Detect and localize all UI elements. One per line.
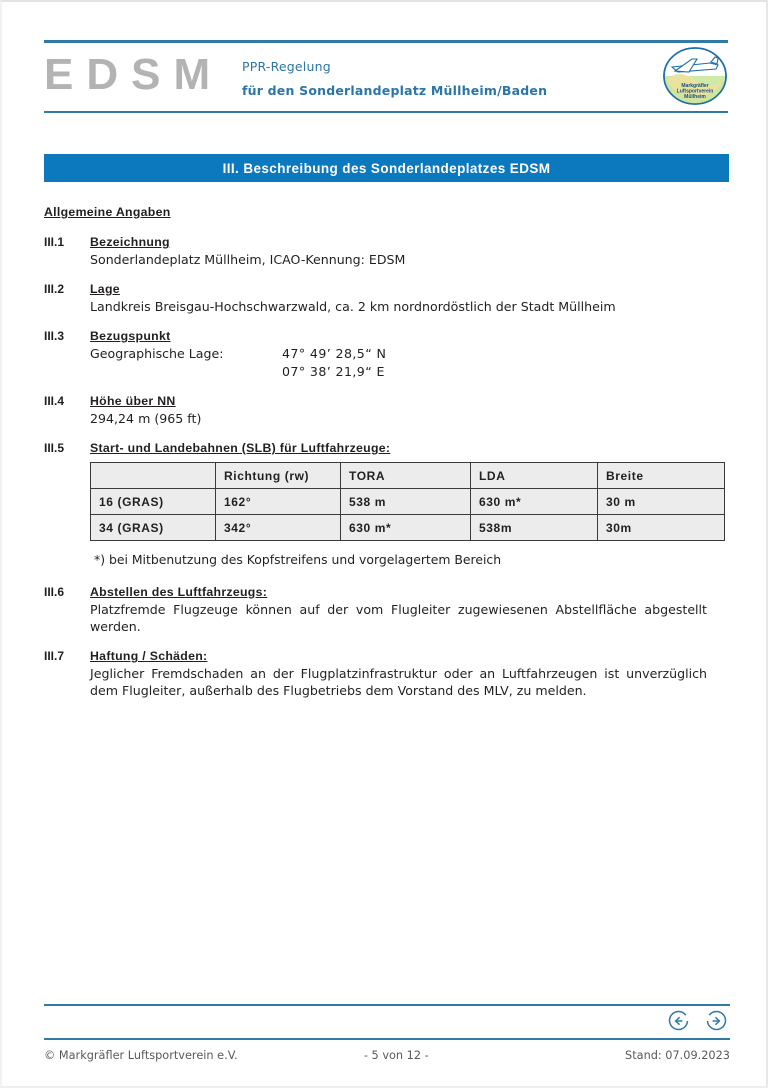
header-body — [44, 43, 728, 111]
next-page-icon[interactable] — [704, 1009, 728, 1033]
item-title: Abstellen des Luftfahrzeugs: — [90, 585, 268, 599]
item-body: Platzfremde Flugzeuge können auf der vom Flugleiter zugewiesenen Abstellfläche abgestellt werden. — [90, 602, 707, 634]
footer-copyright: © Markgräfler Luftsportverein e.V. — [44, 1049, 238, 1062]
svg-text:Luftsportverein: Luftsportverein — [676, 88, 714, 95]
table-cell: 630 m* — [471, 489, 598, 515]
coordinate-longitude: 07° 38’ 21,9“ E — [282, 363, 385, 379]
footer-nav-icons — [667, 1009, 728, 1033]
item-title: Höhe über NN — [90, 394, 176, 408]
list-item — [44, 649, 730, 699]
table-row — [91, 515, 725, 541]
page-indicator: - 5 von 12 - — [363, 1049, 429, 1062]
coordinate-label: Geographische Lage: — [90, 346, 224, 361]
page-footer — [44, 1004, 730, 1062]
header-rule-bottom — [44, 111, 728, 113]
item-title: Haftung / Schäden: — [90, 649, 208, 663]
header-subtitle-line1: PPR-Regelung — [242, 59, 331, 74]
item-number: III.5 — [44, 441, 65, 455]
coordinate-row-latitude — [90, 345, 730, 363]
table-header-cell: TORA — [341, 463, 471, 489]
table-header-cell: Breite — [598, 463, 725, 489]
section-banner-title: III. Beschreibung des Sonderlandeplatzes EDSM — [222, 160, 551, 176]
coordinate-row-longitude — [90, 363, 730, 381]
table-header-cell: Richtung (rw) — [216, 463, 341, 489]
club-logo-icon — [662, 45, 728, 107]
header-subtitle-line2: für den Sonderlandeplatz Müllheim/Baden — [242, 83, 548, 98]
item-number: III.4 — [44, 394, 65, 408]
item-title: Bezeichnung — [90, 235, 170, 249]
item-number: III.1 — [44, 235, 65, 249]
section-banner — [44, 154, 729, 182]
item-number: III.7 — [44, 649, 65, 663]
subsection-heading: Allgemeine Angaben — [44, 205, 171, 219]
table-cell: 16 (GRAS) — [91, 489, 216, 515]
table-cell: 30m — [598, 515, 725, 541]
table-cell: 342° — [216, 515, 341, 541]
airport-code-logo: EDSM — [44, 50, 224, 99]
item-body: Jeglicher Fremdschaden an der Flugplatzinfrastruktur oder an Luftfahrzeugen ist unverzüglich dem Flugleiter, außerhalb des Flugbetriebs dem Vorstand des MLV, zu melden. — [90, 666, 707, 698]
item-number: III.6 — [44, 585, 65, 599]
footer-rule-bottom — [44, 1038, 730, 1040]
table-cell: 538 m — [341, 489, 471, 515]
svg-text:Müllheim: Müllheim — [684, 94, 706, 100]
page-header — [44, 40, 728, 113]
document-content — [44, 205, 730, 713]
previous-page-icon[interactable] — [667, 1009, 691, 1033]
item-body: Landkreis Breisgau-Hochschwarzwald, ca. 2 km nordnordöstlich der Stadt Müllheim — [90, 299, 616, 314]
runway-table — [90, 462, 725, 541]
table-footnote: *) bei Mitbenutzung des Kopfstreifens und vorgelagertem Bereich — [94, 552, 502, 567]
list-item — [44, 282, 730, 315]
svg-text:Markgräfler: Markgräfler — [681, 83, 709, 89]
list-item — [44, 235, 730, 268]
item-title: Start- und Landebahnen (SLB) für Luftfahrzeuge: — [90, 441, 391, 455]
item-title: Lage — [90, 282, 120, 296]
table-row — [91, 489, 725, 515]
item-body: 294,24 m (965 ft) — [90, 411, 202, 426]
table-cell: 30 m — [598, 489, 725, 515]
list-item — [44, 394, 730, 427]
table-cell: 630 m* — [341, 515, 471, 541]
coordinates-block — [90, 345, 730, 380]
item-body: Sonderlandeplatz Müllheim, ICAO-Kennung: EDSM — [90, 252, 406, 267]
table-header-row — [91, 463, 725, 489]
table-header-cell: LDA — [471, 463, 598, 489]
item-number: III.3 — [44, 329, 65, 343]
footer-status-date: Stand: 07.09.2023 — [625, 1049, 730, 1062]
footer-nav-area — [44, 1006, 730, 1038]
header-subtitle — [242, 55, 547, 103]
table-cell: 538m — [471, 515, 598, 541]
footer-text-row — [44, 1049, 730, 1062]
list-item — [44, 441, 730, 567]
item-number: III.2 — [44, 282, 65, 296]
coordinate-latitude: 47° 49’ 28,5“ N — [282, 346, 387, 361]
coordinate-label-spacer — [90, 363, 282, 381]
table-cell: 34 (GRAS) — [91, 515, 216, 541]
list-item — [44, 329, 730, 380]
table-header-cell — [91, 463, 216, 489]
table-cell: 162° — [216, 489, 341, 515]
item-title: Bezugspunkt — [90, 329, 171, 343]
list-item — [44, 585, 730, 635]
